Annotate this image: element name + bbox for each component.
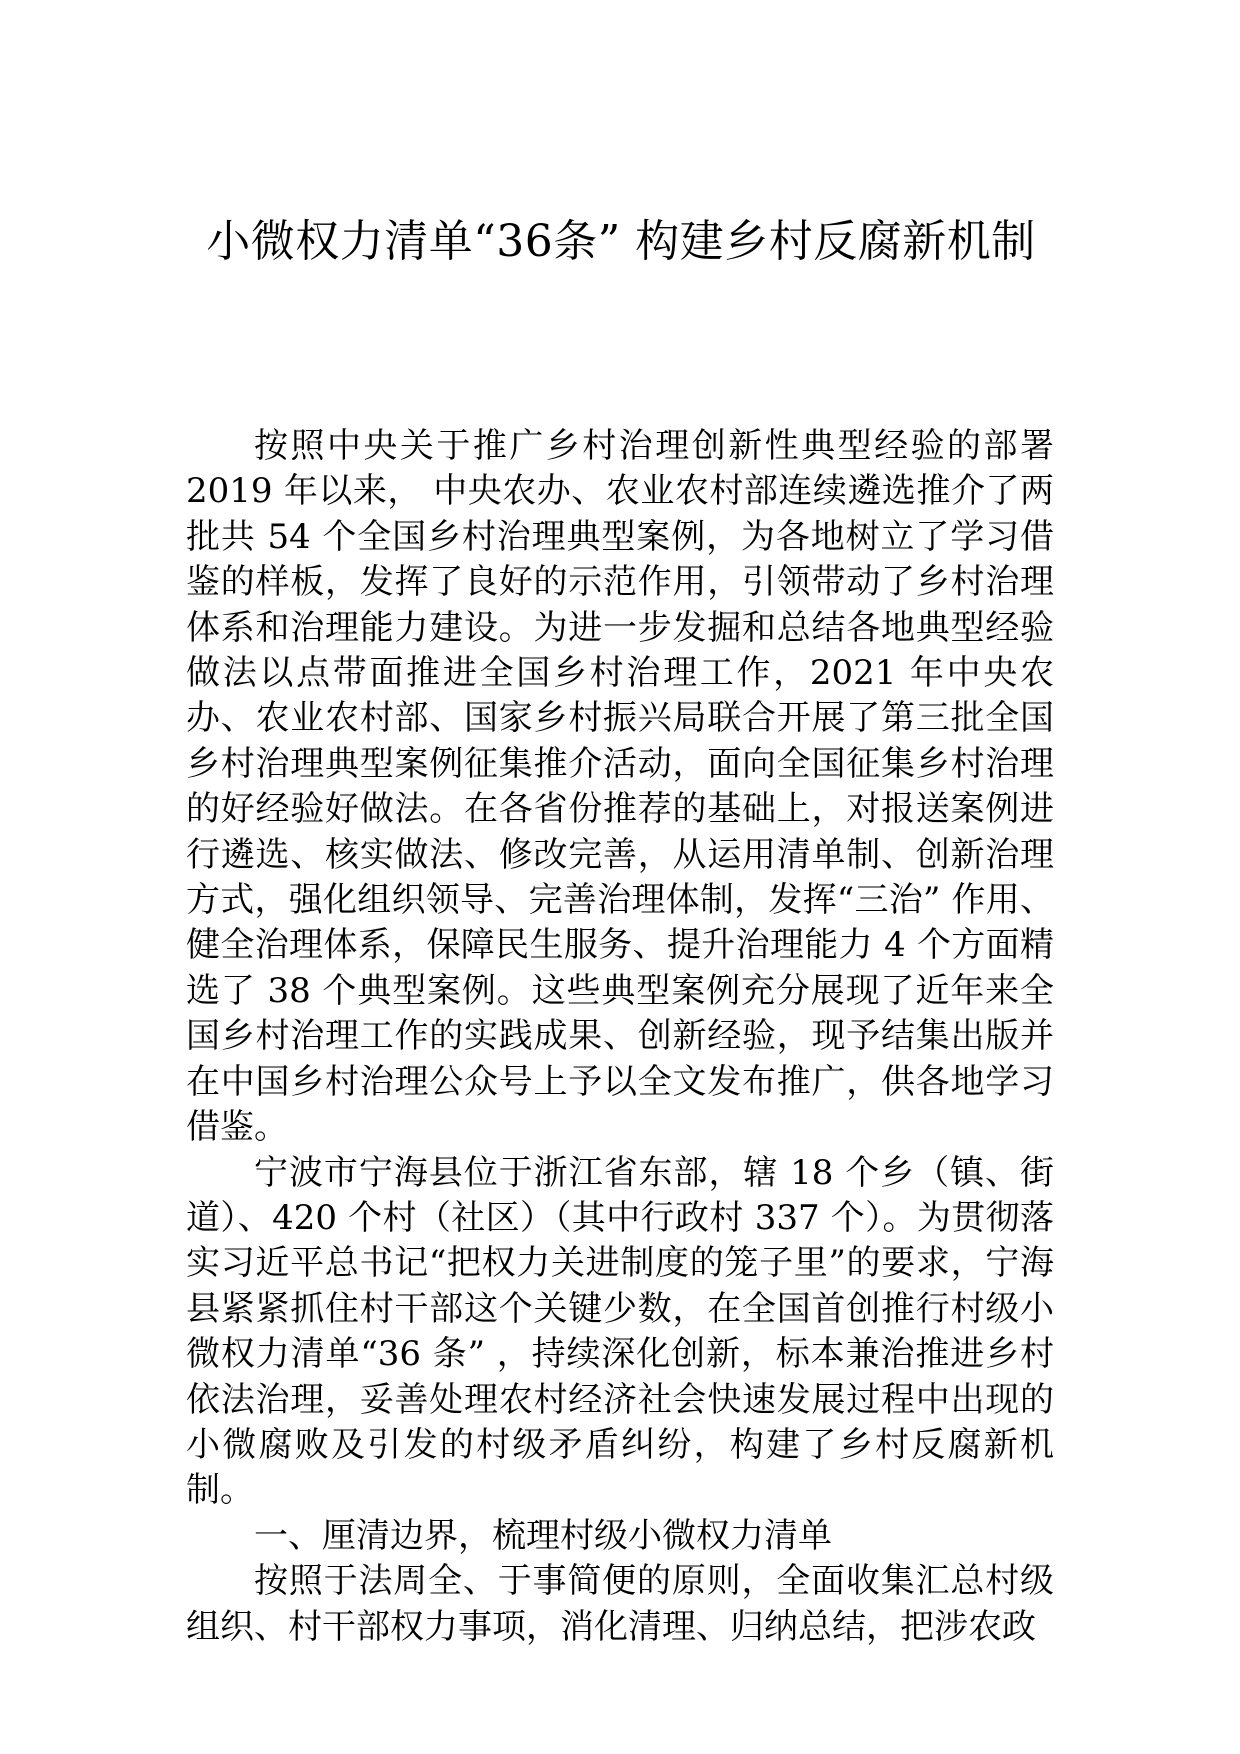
document-title: 小微权力清单“36条” 构建乡村反腐新机制	[206, 216, 1036, 267]
document-body	[186, 424, 1054, 1650]
body-paragraph: 宁波市宁海县位于浙江省东部，辖 18 个乡（镇、街道）、420 个村（社区）（其中行政村 337 个）。为贯彻落实习近平总书记“把权力关进制度的笼子里”的要求，宁海县紧紧抓住村干部这个关键少数，在全国首创推行村级小微权力清单“36 条” ，持续深化创新，标本兼治推进乡村依法治理，妥善处理农村经济社会快速发展过程中出现的小微腐败及引发的村级矛盾纠纷，构建了乡村反腐新机制。	[186, 1152, 1054, 1511]
body-paragraph: 按照中央关于推广乡村治理创新性典型经验的部署 2019 年以来， 中央农办、农业农村部连续遴选推介了两批共 54 个全国乡村治理典型案例，为各地树立了学习借鉴的样板，发挥了良好的示范作用，引领带动了乡村治理体系和治理能力建设。为进一步发掘和总结各地典型经验做法以点带面推进全国乡村治理工作，2021 年中央农办、农业农村部、国家乡村振兴局联合开展了第三批全国乡村治理典型案例征集推介活动，面向全国征集乡村治理的好经验好做法。在各省份推荐的基础上，对报送案例进行遴选、核实做法、修改完善，从运用清单制、创新治理方式，强化组织领导、完善治理体制，发挥“三治” 作用、健全治理体系，保障民生服务、提升治理能力 4 个方面精选了 38 个典型案例。这些典型案例充分展现了近年来全国乡村治理工作的实践成果、创新经验，现予结集出版并在中国乡村治理公众号上予以全文发布推广，供各地学习借鉴。	[186, 426, 1054, 1148]
body-paragraph: 按照于法周全、于事简便的原则，全面收集汇总村级组织、村干部权力事项，消化清理、归纳总结，把涉农政	[186, 1561, 1054, 1647]
section-heading: 一、厘清边界，梳理村级小微权力清单	[254, 1515, 832, 1556]
